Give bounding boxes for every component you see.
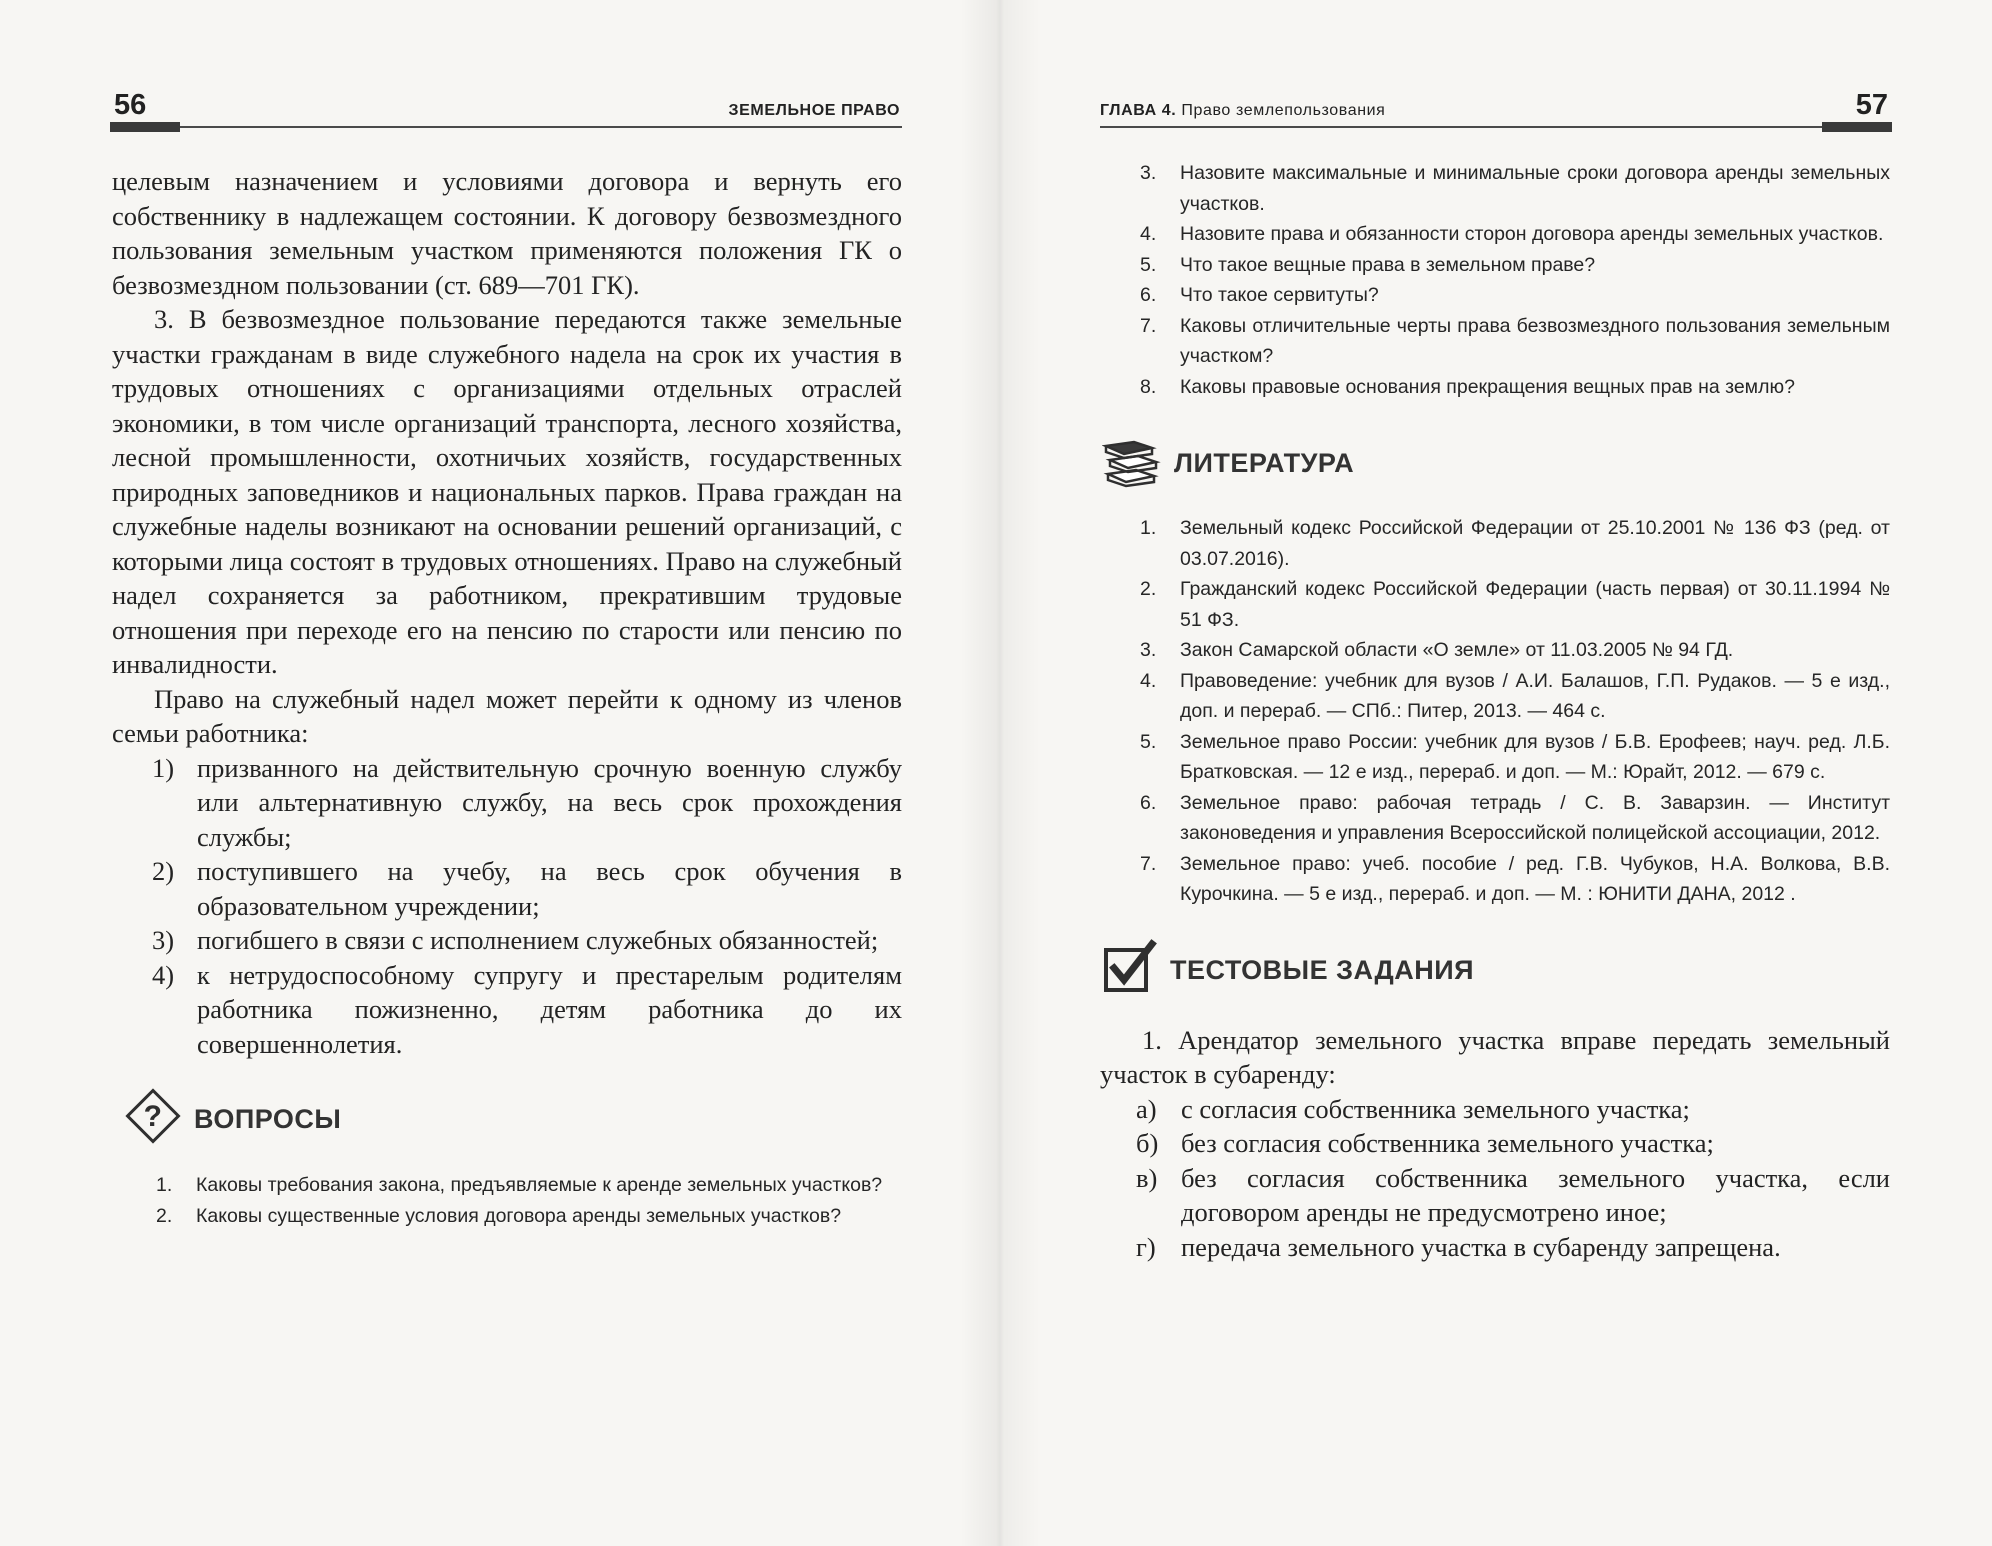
literature-heading xyxy=(1102,432,1890,495)
right-page-header xyxy=(1100,82,1892,142)
test-question: 1. Арендатор земельного участка вправе передать земельный участок в субаренду: xyxy=(1100,1024,1890,1089)
checkbox-checked-icon xyxy=(1100,938,1158,1003)
section-title: ЛИТЕРАТУРА xyxy=(1174,448,1355,478)
header-tab-marker xyxy=(1822,122,1892,132)
list-item: 3. Назовите максимальные и минимальные сроки договора аренды земельных участков. xyxy=(1140,162,1890,215)
list-item: 7. Земельное право: учеб. пособие / ред. Г.В. Чубуков, Н.А. Волкова, В.В. Курочкина. — 5 е изд., перераб. и доп. — М. : ЮНИТИ ДАНА, 2012 . xyxy=(1140,852,1890,905)
list-item: 6. Что такое сервитуты? xyxy=(1140,284,1379,306)
right-page xyxy=(996,0,1992,1546)
tests-heading xyxy=(1100,938,1890,1003)
paragraph: Право на служебный надел может перейти к одному из членов семьи работника: xyxy=(112,683,902,748)
question-diamond-icon xyxy=(124,1087,182,1152)
list-item: 4) к нетрудоспособному супругу и престарелым родителям работника пожизненно, детям работника до их совершеннолетия. xyxy=(152,959,902,1059)
left-page-header xyxy=(110,82,902,142)
test-option: г) передача земельного участка в субаренду запрещена. xyxy=(1136,1231,1781,1262)
list-item: 2) поступившего на учебу, на весь срок обучения в образовательном учреждении; xyxy=(152,856,902,921)
list-item: 4. Правоведение: учебник для вузов / А.И. Балашов, Г.П. Рудаков. — 5 е изд., доп. и перераб. — СПб.: Питер, 2013. — 464 с. xyxy=(1140,669,1890,722)
list-item: 1) призванного на действительную срочную военную службу или альтернативную службу, на весь срок прохождения службы; xyxy=(152,752,902,852)
running-head: ЗЕМЕЛЬНОЕ ПРАВО xyxy=(728,102,900,119)
paragraph: целевым назначением и условиями договора и вернуть его собственнику в надлежащем состоянии. К договору безвозмездного пользования земельным участком применяются положения ГК о безвозмездном пользовании (ст. 689—701 ГК). xyxy=(112,166,902,300)
paragraph: 3. В безвозмездное пользование передаются также земельные участки гражданам в виде служебного надела на срок их участия в трудовых отношениях с организациями отдельных отраслей экономики, в том числе организаций транспорта, лесного хозяйства, лесной промышленности, охотничьих хозяйств, государственных природных заповедников и национальных парков. Права граждан на служебные наделы возникают на основании решений организаций, с которыми лица состоят в трудовых отношениях. Право на служебный надел сохраняется за работником, прекратившим трудовые отношения при переходе его на пенсию по старости или пенсию по инвалидности. xyxy=(112,304,902,679)
section-title: ВОПРОСЫ xyxy=(194,1104,342,1134)
questions-heading xyxy=(124,1087,902,1152)
page-number: 56 xyxy=(114,89,147,121)
list-item: 1. Каковы требования закона, предъявляемые к аренде земельных участков? xyxy=(156,1174,883,1196)
test-option: б) без согласия собственника земельного участка; xyxy=(1136,1128,1714,1158)
questions-list xyxy=(156,1170,902,1231)
books-stack-icon xyxy=(1102,432,1162,495)
literature-list xyxy=(1140,513,1890,910)
list-item: 4. Назовите права и обязанности сторон договора аренды земельных участков. xyxy=(1140,223,1884,245)
header-rule xyxy=(1100,126,1892,128)
list-item: 5. Земельное право России: учебник для вузов / Б.В. Ерофеев; науч. ред. Л.Б. Братковская. — 12 е изд., перераб. и доп. — М.: Юрайт, 2012. — 679 с. xyxy=(1140,730,1890,783)
svg-text:?: ? xyxy=(143,1100,163,1133)
list-item: 3. Закон Самарской области «О земле» от 11.03.2005 № 94 ГД. xyxy=(1140,639,1734,661)
questions-list-continued xyxy=(1140,158,1890,402)
list-item: 6. Земельное право: рабочая тетрадь / С. В. Заварзин. — Институт законоведения и управления Всероссийской полицейской ассоциации, 2012. xyxy=(1140,791,1890,844)
left-page-body xyxy=(112,164,902,1231)
family-members-list xyxy=(112,751,902,1062)
book-spine-shadow xyxy=(960,0,1040,1546)
list-item: 2. Гражданский кодекс Российской Федерации (часть первая) от 30.11.1994 № 51 ФЗ. xyxy=(1140,578,1890,631)
list-item: 5. Что такое вещные права в земельном праве? xyxy=(1140,253,1596,276)
test-option: в) без согласия собственника земельного участка, если договором аренды не предусмотрено иное; xyxy=(1136,1162,1890,1227)
list-item: 2. Каковы существенные условия договора аренды земельных участков? xyxy=(156,1204,842,1227)
section-title: ТЕСТОВЫЕ ЗАДАНИЯ xyxy=(1170,954,1475,985)
running-head: ГЛАВА 4. Право землепользования xyxy=(1100,102,1386,119)
list-item: 7. Каковы отличительные черты права безвозмездного пользования земельным участком? xyxy=(1140,314,1890,367)
header-tab-marker xyxy=(110,122,180,132)
right-page-body xyxy=(1100,158,1890,1264)
test-option: а) с согласия собственника земельного участка; xyxy=(1136,1093,1690,1124)
test-options xyxy=(1136,1092,1890,1265)
header-rule xyxy=(110,126,902,128)
list-item: 3) погибшего в связи с исполнением служебных обязанностей; xyxy=(152,925,879,955)
list-item: 1. Земельный кодекс Российской Федерации от 25.10.2001 № 136 ФЗ (ред. от 03.07.2016). xyxy=(1140,517,1890,570)
page-number: 57 xyxy=(1855,89,1888,121)
list-item: 8. Каковы правовые основания прекращения вещных прав на землю? xyxy=(1140,375,1795,398)
